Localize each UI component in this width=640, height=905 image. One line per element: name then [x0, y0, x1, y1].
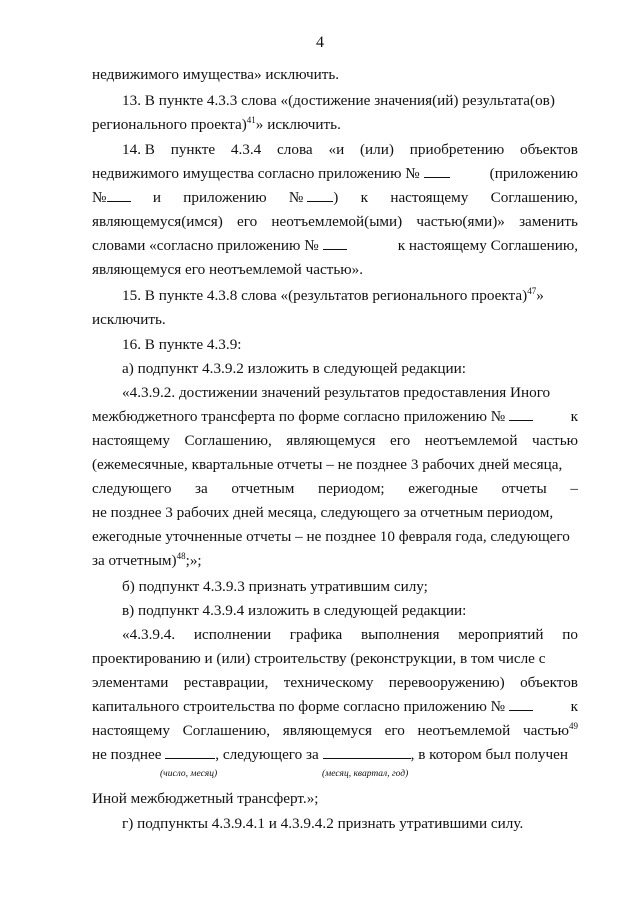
caption-day-month: (число, месяц)	[160, 769, 218, 779]
page-number: 4	[316, 34, 324, 51]
blank-field	[307, 189, 333, 202]
item-14-line-3: № и приложению № ) к настоящему Соглашению,	[92, 189, 578, 206]
quote-4392-line-8: за отчетным)$^{48}$;»;	[92, 550, 202, 569]
item-12-tail: недвижимого имущества» исключить.	[92, 66, 340, 83]
subitem-v: в) подпункт 4.3.9.4 изложить в следующей редакции:	[122, 602, 467, 619]
item-13-line-1: 13. В пункте 4.3.3 слова «(достижение значения(ий) результата(ов)	[122, 92, 555, 109]
footnote-48: 48	[176, 550, 186, 561]
item-14-line-5: словами «согласно приложению № к настоящему Соглашению,	[92, 237, 578, 254]
quote-4394-line-5: настоящему Соглашению, являющемуся его неотъемлемой частью$^{49}$	[92, 720, 578, 739]
blank-field	[424, 165, 450, 178]
item-13-line-2: регионального проекта)$^{41}$» исключить.	[92, 114, 341, 133]
blank-field	[107, 189, 131, 202]
blank-field	[509, 698, 533, 711]
quote-4392-line-7: ежегодные уточненные отчеты – не позднее 10 февраля года, следующего	[92, 528, 570, 545]
item-14-line-6: являющемуся его неотъемлемой частью».	[92, 261, 363, 278]
item-16-title: 16. В пункте 4.3.9:	[122, 336, 242, 353]
footnote-41: 41	[246, 114, 256, 125]
quote-4394-line-1: «4.3.9.4. исполнении графика выполнения мероприятий по	[122, 626, 578, 643]
quote-4392-line-1: «4.3.9.2. достижении значений результатов предоставления Иного	[122, 384, 551, 401]
blank-field	[509, 408, 533, 421]
item-14-line-1: 14. В пункте 4.3.4 слова «и (или) приобретению объектов	[122, 141, 578, 158]
quote-4392-line-4: (ежемесячные, квартальные отчеты – не позднее 3 рабочих дней месяца,	[92, 456, 563, 473]
quote-4394-line-6: не позднее , следующего за , в котором был получен	[92, 746, 568, 763]
subitem-b: б) подпункт 4.3.9.3 признать утратившим силу;	[122, 578, 428, 595]
quote-4394-line-3: элементами реставрации, техническому перевооружению) объектов	[92, 674, 578, 691]
subitem-g: г) подпункты 4.3.9.4.1 и 4.3.9.4.2 признать утратившими силу.	[122, 815, 524, 832]
blank-field	[323, 237, 347, 250]
quote-4394-line-4: капитального строительства по форме согласно приложению № к	[92, 698, 578, 715]
date-blank-field	[165, 746, 215, 759]
caption-month-quarter-year: (месяц, квартал, год)	[322, 769, 409, 779]
item-15-line-1: 15. В пункте 4.3.8 слова «(результатов регионального проекта)$^{47}$»	[122, 285, 544, 304]
subitem-a: а) подпункт 4.3.9.2 изложить в следующей редакции:	[122, 360, 466, 377]
quote-4392-line-3: настоящему Соглашению, являющемуся его неотъемлемой частью	[92, 432, 578, 449]
footnote-47: 47	[527, 285, 537, 296]
quote-4392-line-5: следующего за отчетным периодом; ежегодные отчеты –	[92, 480, 578, 497]
period-blank-field	[323, 746, 411, 759]
item-15-line-2: исключить.	[92, 311, 166, 328]
quote-4392-line-6: не позднее 3 рабочих дней месяца, следующего за отчетным периодом,	[92, 504, 554, 521]
footnote-49: 49	[568, 720, 578, 731]
quote-4394-line-7: Иной межбюджетный трансферт.»;	[92, 790, 319, 807]
item-14-line-2: недвижимого имущества согласно приложению № (приложению	[92, 165, 578, 182]
item-14-line-4: являющемуся(имся) его неотъемлемой(ыми) частью(ями)» заменить	[92, 213, 578, 230]
quote-4394-line-2: проектированию и (или) строительству (реконструкции, в том числе с	[92, 650, 546, 667]
quote-4392-line-2: межбюджетного трансферта по форме согласно приложению № к	[92, 408, 578, 425]
